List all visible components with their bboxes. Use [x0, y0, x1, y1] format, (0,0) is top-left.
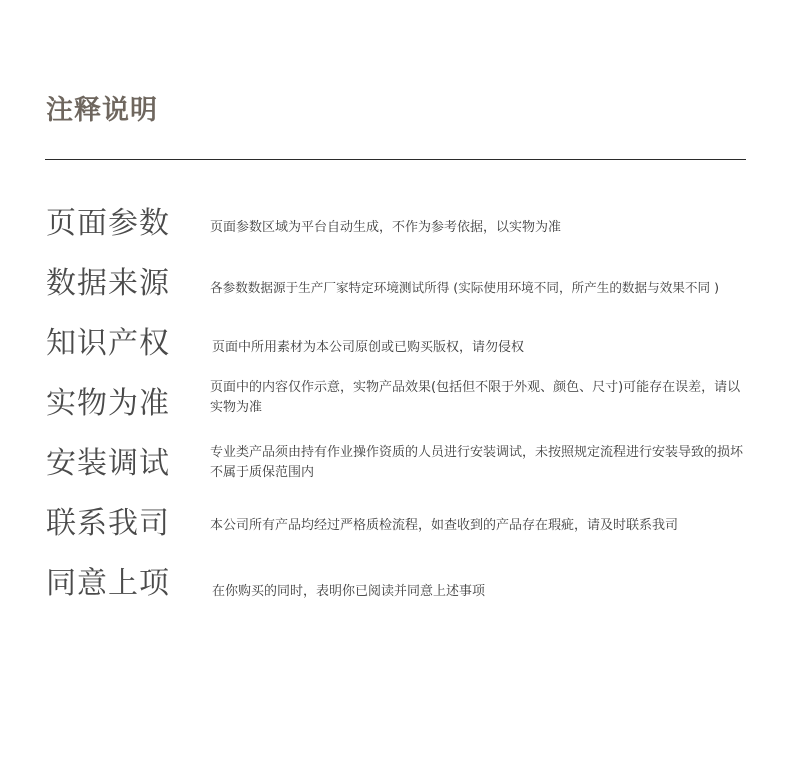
note-row-page-params: [46, 204, 746, 244]
note-label: 数据来源: [46, 266, 170, 301]
note-row-installation: [46, 444, 746, 484]
note-row-contact: [46, 504, 746, 544]
note-description: 页面参数区域为平台自动生成，不作为参考依据，以实物为准: [210, 220, 562, 235]
note-label: 安装调试: [46, 446, 170, 481]
note-label: 联系我司: [46, 506, 170, 541]
note-description: 各参数数据源于生产厂家特定环境测试所得 (实际使用环境不同，所产生的数据与效果不同 ): [210, 280, 719, 295]
note-description: 页面中的内容仅作示意，实物产品效果(包括但不限于外观、颜色、尺寸)可能存在误差，请以实物为准: [210, 380, 741, 415]
note-description: 页面中所用素材为本公司原创或已购买版权，请勿侵权: [212, 340, 525, 355]
title-divider: [45, 159, 746, 160]
page-title: 注释说明: [46, 95, 158, 126]
note-label: 页面参数: [46, 206, 170, 241]
note-row-actual-product: [46, 380, 746, 424]
note-row-data-source: [46, 264, 746, 304]
note-row-agreement: [46, 564, 746, 604]
note-row-ip: [46, 324, 746, 364]
note-description: 本公司所有产品均经过严格质检流程，如查收到的产品存在瑕疵，请及时联系我司: [210, 518, 679, 533]
note-description: 在你购买的同时，表明你已阅读并同意上述事项: [212, 584, 486, 599]
note-label: 实物为准: [46, 386, 170, 421]
note-label: 同意上项: [46, 566, 170, 601]
note-label: 知识产权: [46, 326, 170, 361]
note-description: 专业类产品须由持有作业操作资质的人员进行安装调试，未按照规定流程进行安装导致的损坏不属于质保范围内: [210, 445, 744, 480]
